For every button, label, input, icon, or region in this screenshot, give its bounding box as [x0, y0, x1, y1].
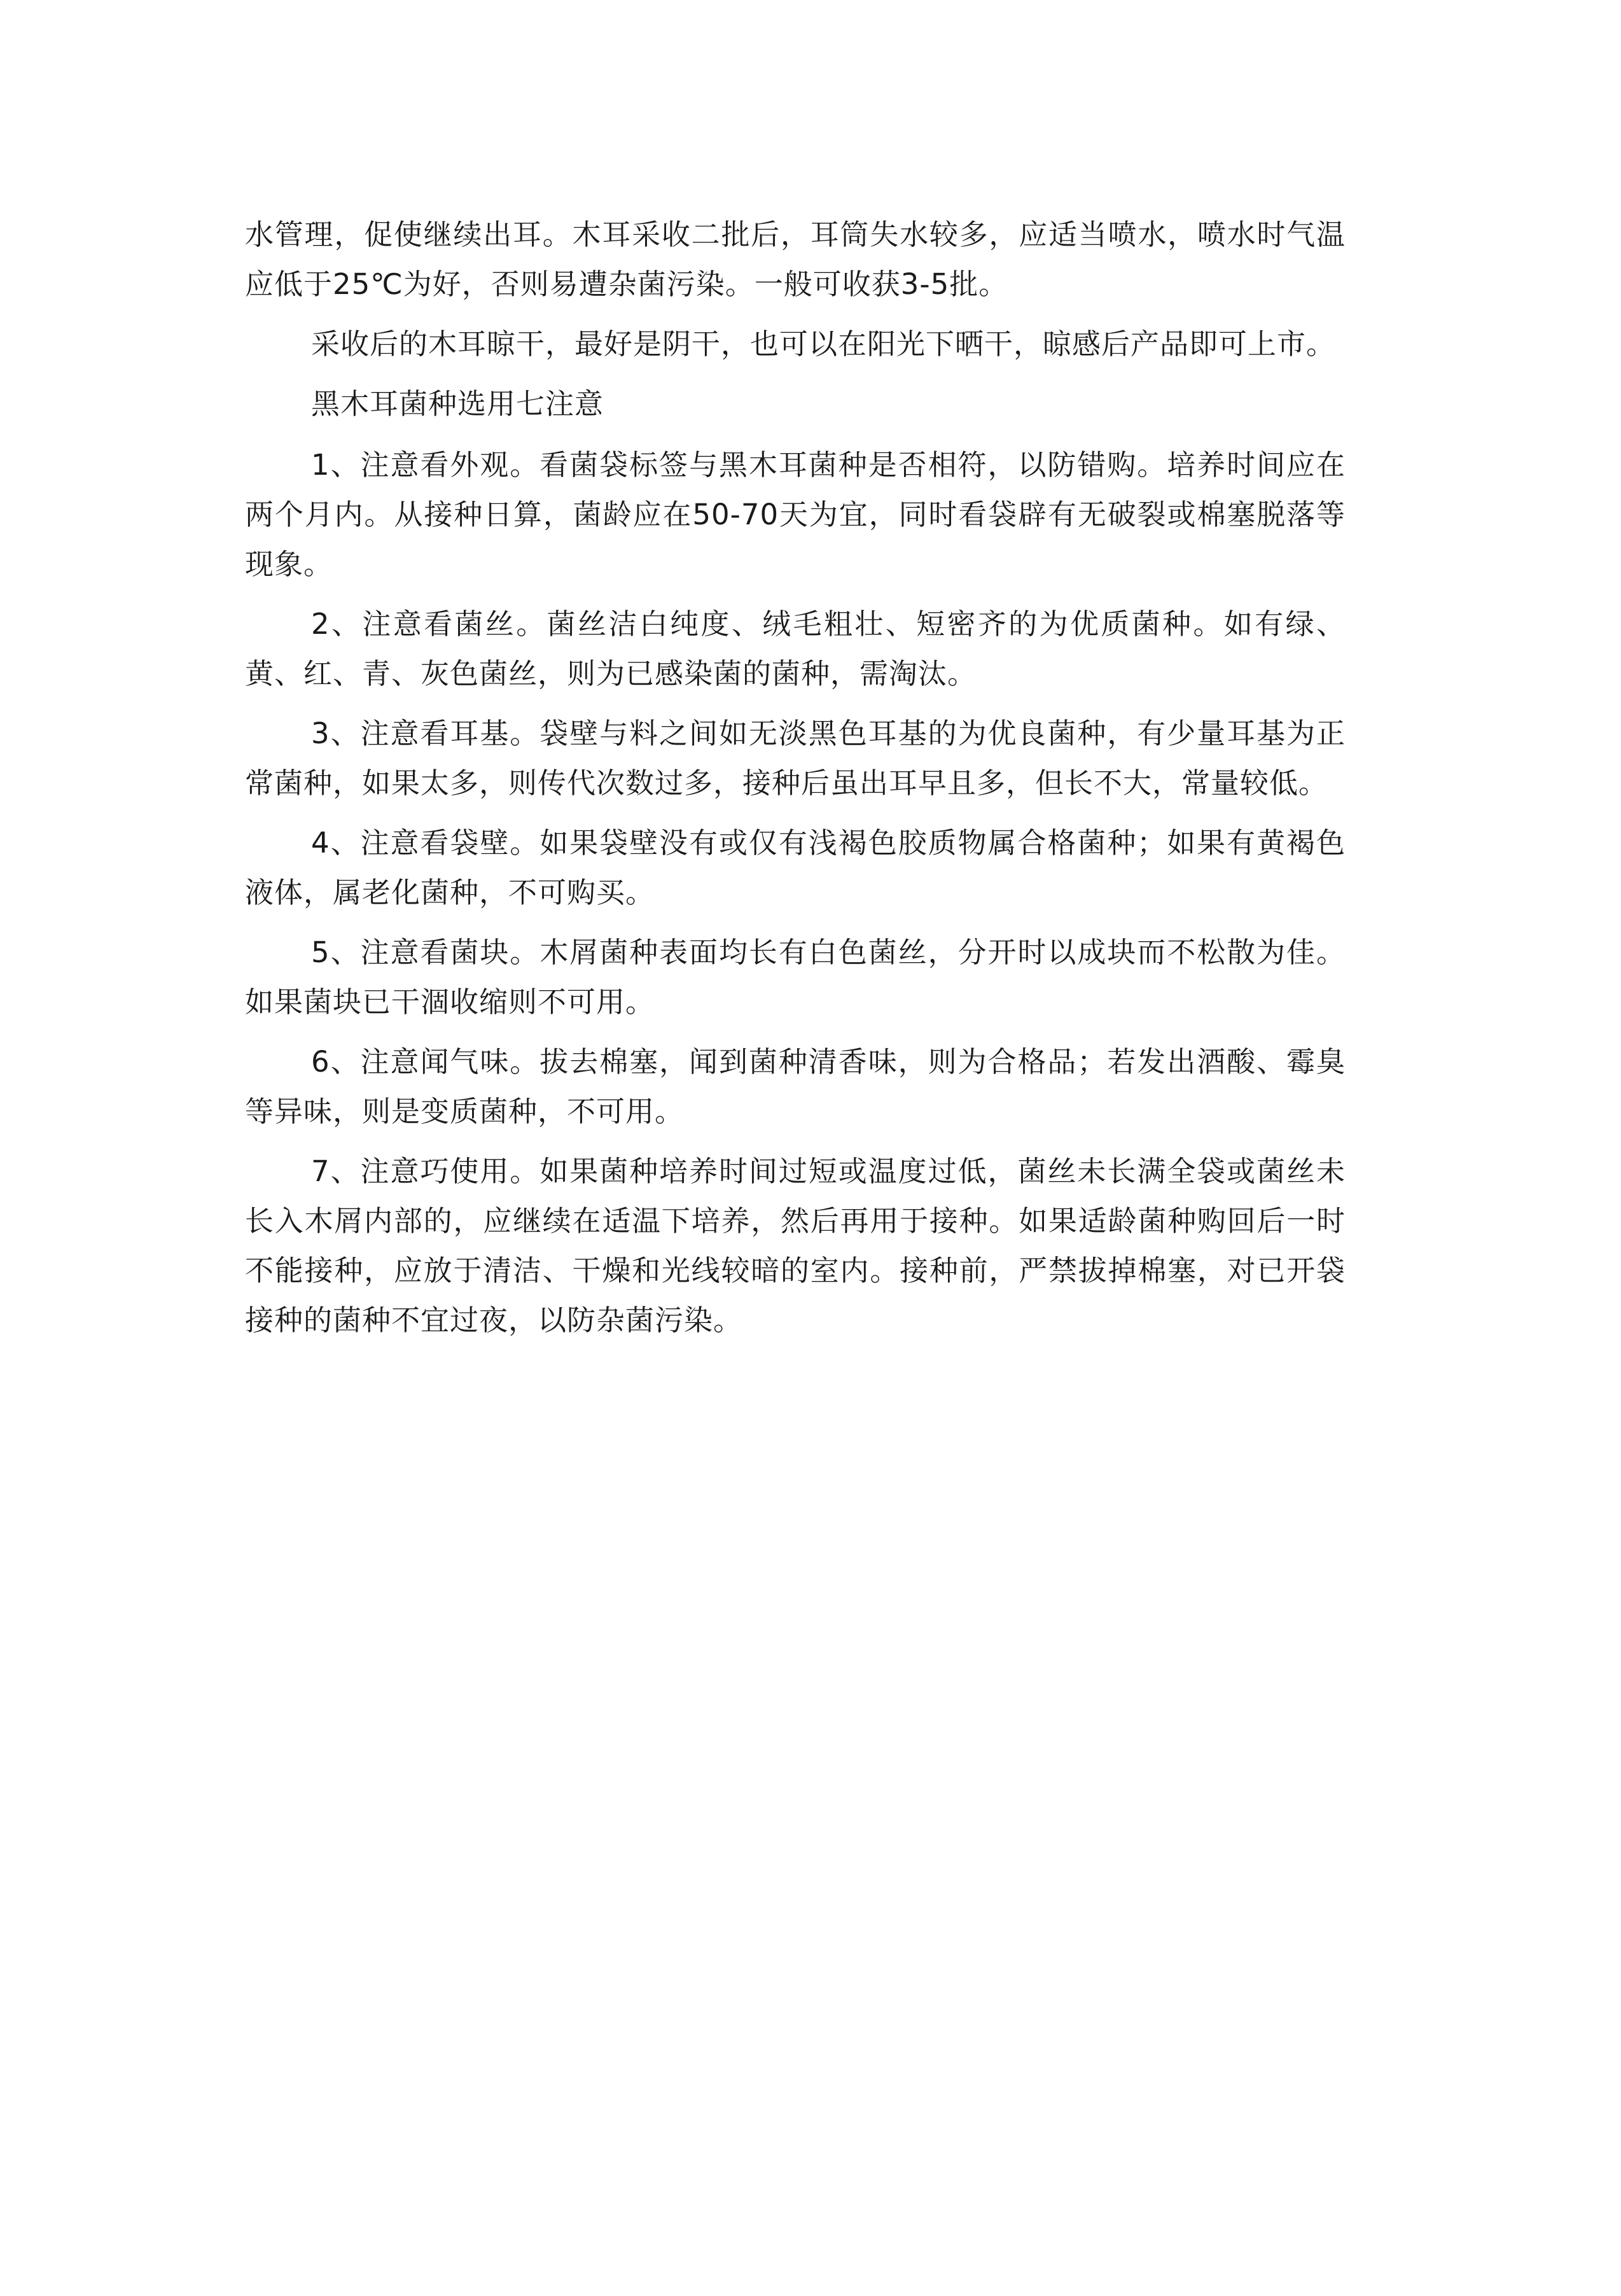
list-item: 5、注意看菌块。木屑菌种表面均长有白色菌丝，分开时以成块而不松散为佳。如果菌块已干涸收缩则不可用。	[245, 935, 1346, 1019]
list-item: 1、注意看外观。看菌袋标签与黑木耳菌种是否相符，以防错购。培养时间应在两个月内。从接种日算，菌龄应在50-70天为宜，同时看袋辟有无破裂或棉塞脱落等现象。	[245, 448, 1346, 581]
paragraph-drying: 采收后的木耳晾干，最好是阴干，也可以在阳光下晒干，晾感后产品即可上市。	[311, 327, 1336, 361]
list-item: 2、注意看菌丝。菌丝洁白纯度、绒毛粗壮、短密齐的为优质菌种。如有绿、黄、红、青、灰色菌丝，则为已感染菌的菌种，需淘汰。	[245, 607, 1346, 690]
list-item: 3、注意看耳基。袋壁与料之间如无淡黑色耳基的为优良菌种，有少量耳基为正常菌种，如果太多，则传代次数过多，接种后虽出耳早且多，但长不大，常量较低。	[245, 717, 1346, 800]
paragraph-continuation: 水管理，促使继续出耳。木耳采收二批后，耳筒失水较多，应适当喷水，喷水时气温应低于25℃为好，否则易遭杂菌污染。一般可收获3-5批。	[245, 218, 1346, 301]
section-title: 黑木耳菌种选用七注意	[311, 387, 604, 421]
document-body	[245, 210, 1346, 1355]
list-item: 7、注意巧使用。如果菌种培养时间过短或温度过低，菌丝未长满全袋或菌丝未长入木屑内部的，应继续在适温下培养，然后再用于接种。如果适龄菌种购回后一时不能接种，应放于清洁、干燥和光线较暗的室内。接种前，严禁拔掉棉塞，对已开袋接种的菌种不宜过夜，以防杂菌污染。	[245, 1154, 1346, 1337]
list-item: 6、注意闻气味。拔去棉塞，闻到菌种清香味，则为合格品；若发出酒酸、霉臭等异味，则是变质菌种，不可用。	[245, 1045, 1346, 1128]
list-item: 4、注意看袋壁。如果袋壁没有或仅有浅褐色胶质物属合格菌种；如果有黄褐色液体，属老化菌种，不可购买。	[245, 826, 1346, 909]
